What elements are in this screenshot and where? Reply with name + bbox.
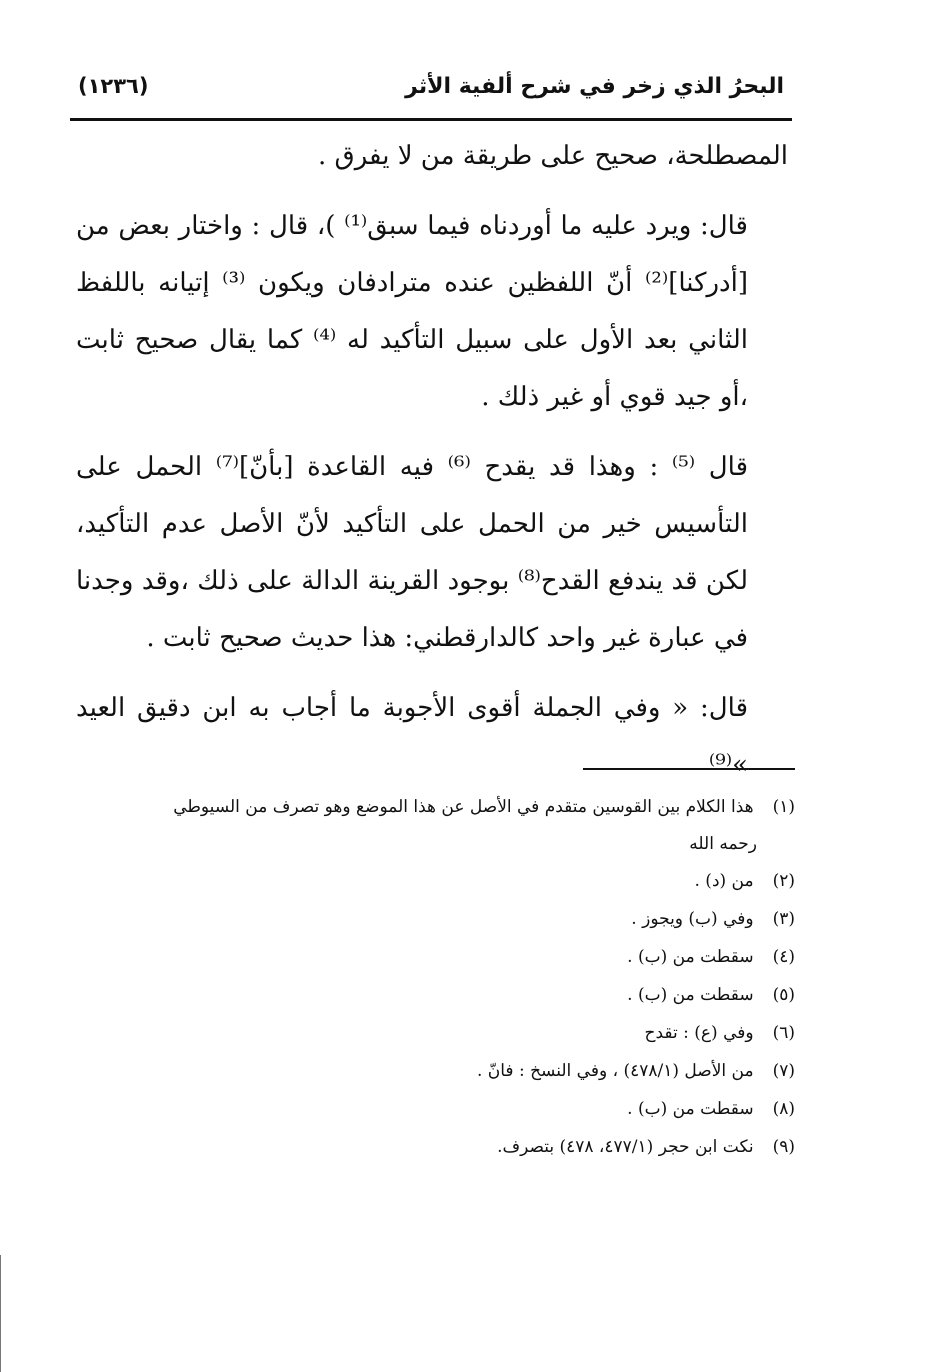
paragraph: قال: « وفي الجملة أقوى الأجوبة ما أجاب به ابن دقيق العيد »⁽⁹⁾ — [76, 693, 748, 780]
footnote-text: سقطت من (ب) . — [627, 947, 754, 967]
footnote-number: (٢) — [772, 871, 795, 891]
footnote-number: (٤) — [772, 947, 795, 967]
book-title: البحرُ الذي زخر في شرح ألفية الأثر — [405, 74, 784, 99]
footnote — [70, 900, 795, 938]
scan-edge-line — [0, 1255, 4, 1372]
footnote-text: من الأصل (٤٧٨/١) ، وفي النسخ : فانّ . — [476, 1061, 754, 1081]
running-header — [70, 70, 790, 114]
footnote-text: وفي (ب) ويجوز . — [631, 909, 754, 929]
footnote — [70, 976, 795, 1014]
footnote-number: (٥) — [772, 985, 795, 1005]
paragraph: قال ⁽⁵⁾ : وهذا قد يقدح ⁽⁶⁾ فيه القاعدة [بأنّ]⁽⁷⁾ الحمل على التأسيس خير من الحمل على التأكيد لأنّ الأصل عدم التأكيد، لكن قد يندفع القدح⁽⁸⁾ بوجود القرينة الدالة على ذلك ،وقد وجدنا في عبارة غير واحد كالدارقطني: هذا حديث صحيح ثابت . — [76, 452, 748, 653]
footnote-number: (٣) — [772, 909, 795, 929]
page-number: (١٢٣٦) — [78, 74, 149, 98]
footnote-separator — [583, 768, 795, 770]
footnote-text: هذا الكلام بين القوسين متقدم في الأصل عن هذا الموضع وهو تصرف من السيوطي — [173, 797, 754, 817]
footnote-text: وفي (ع) : تقدح — [644, 1023, 754, 1043]
footnote — [70, 1052, 795, 1090]
footnote-number: (١) — [772, 797, 795, 817]
footnote-text: نكت ابن حجر (٤٧٧/١، ٤٧٨) بتصرف. — [497, 1137, 754, 1157]
main-text — [76, 128, 788, 794]
footnote — [70, 788, 795, 862]
footnote-text: من (د) . — [694, 871, 754, 891]
footnotes — [70, 788, 795, 1166]
footnote-number: (٦) — [772, 1023, 795, 1043]
header-rule — [70, 118, 792, 121]
footnote-text: سقطت من (ب) . — [627, 985, 754, 1005]
footnote — [70, 1128, 795, 1166]
paragraph: قال: ويرد عليه ما أوردناه فيما سبق⁽¹⁾ )، قال : واختار بعض من [أدركنا]⁽²⁾ أنّ اللفظين عنده مترادفان ويكون ⁽³⁾ إتيانه باللفظ الثاني بعد الأول على سبيل التأكيد له ⁽⁴⁾ كما يقال صحيح ثابت ،أو جيد قوي أو غير ذلك . — [76, 211, 748, 412]
footnote — [70, 862, 795, 900]
footnote-text: سقطت من (ب) . — [627, 1099, 754, 1119]
footnote — [70, 1090, 795, 1128]
footnote-number: (٩) — [772, 1137, 795, 1157]
footnote — [70, 938, 795, 976]
footnote-text-continued: رحمه الله — [689, 834, 757, 854]
footnote — [70, 1014, 795, 1052]
paragraph: المصطلحة، صحيح على طريقة من لا يفرق . — [318, 141, 788, 171]
footnote-number: (٧) — [772, 1061, 795, 1081]
footnote-number: (٨) — [772, 1099, 795, 1119]
